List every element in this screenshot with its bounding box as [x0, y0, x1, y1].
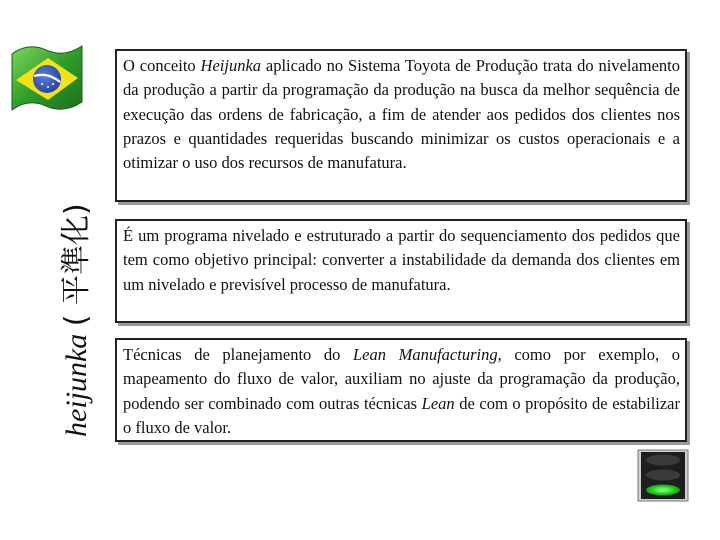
brazil-flag-icon	[8, 40, 86, 120]
paragraph-box-1	[115, 49, 687, 202]
paragraph-1-segment: Heijunka	[200, 56, 262, 75]
paragraph-1-segment: aplicado no Sistema Toyota de Produção trata do nivelamento da produção a partir da programação da produção na busca da melhor sequência de execução das ordens de fabricação, a fim de atender aos pedidos dos clientes nos prazos e quantidades requeridas buscando minimizar os custos operacionais e a otimizar o uso dos recursos de manufatura.	[123, 56, 680, 173]
paragraph-text-2	[123, 224, 680, 297]
paragraph-box-2	[115, 219, 687, 323]
paragraph-text-3	[123, 343, 680, 440]
side-title	[59, 203, 94, 437]
paragraph-3-segment: Lean Manufacturing	[353, 345, 498, 364]
paragraph-1-segment: O conceito	[123, 56, 201, 75]
paragraph-3-segment: Técnicas de planejamento do	[123, 345, 353, 364]
paragraph-text-1	[123, 54, 680, 175]
side-title-latin: heijunka	[60, 333, 93, 437]
side-title-cjk: ( 平準化)	[59, 203, 94, 327]
paragraph-3-segment: Lean	[421, 393, 455, 413]
paragraph-box-3	[115, 338, 687, 442]
paragraph-2-segment: É um programa nivelado e estruturado a partir do sequenciamento dos pedidos que tem como objetivo principal: converter a instabilidade da demanda dos clientes em um nivelado e previsível processo de manufatura.	[123, 226, 680, 294]
paragraph-3-segment: , como por exemplo, o mapeamento do fluxo de valor, auxiliam no ajuste da programação da produção, podendo ser combinado com outras técnicas	[123, 345, 680, 413]
paragraph-3-segment: de com o propósito de estabilizar o fluxo de valor.	[123, 393, 680, 437]
traffic-light-icon	[637, 449, 689, 502]
